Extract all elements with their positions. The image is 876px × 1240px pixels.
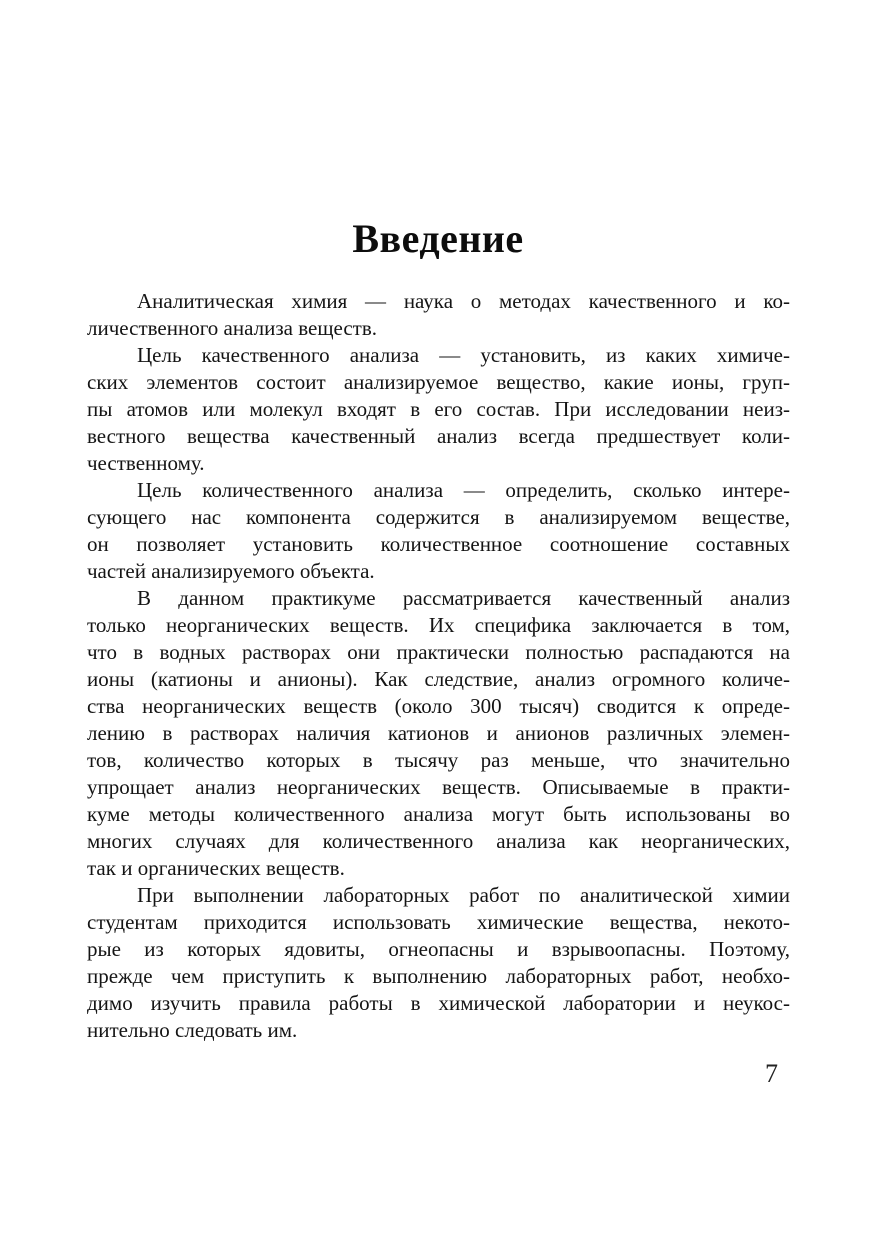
- paragraph: [87, 288, 790, 342]
- text-line: так и органических веществ.: [87, 856, 345, 880]
- text-line: димо изучить правила работы в химической лаборатории и неукос-: [87, 991, 790, 1015]
- text-line: частей анализируемого объекта.: [87, 559, 375, 583]
- text-line: чественному.: [87, 451, 205, 475]
- paragraph: [87, 342, 790, 477]
- text-line: При выполнении лабораторных работ по аналитической химии: [137, 883, 790, 907]
- text-line: многих случаях для количественного анализа как неорганических,: [87, 829, 790, 853]
- text-line: ства неорганических веществ (около 300 тысяч) сводится к опреде-: [87, 694, 790, 718]
- text-line: он позволяет установить количественное соотношение составных: [87, 532, 790, 556]
- text-line: ских элементов состоит анализируемое вещество, какие ионы, груп-: [87, 370, 790, 394]
- text-line: лению в растворах наличия катионов и анионов различных элемен-: [87, 721, 790, 745]
- text-line: прежде чем приступить к выполнению лабораторных работ, необхо-: [87, 964, 790, 988]
- text-line: Цель количественного анализа — определить, сколько интере-: [137, 478, 790, 502]
- text-line: упрощает анализ неорганических веществ. Описываемые в практи-: [87, 775, 790, 799]
- text-line: нительно следовать им.: [87, 1018, 298, 1042]
- paragraph: [87, 477, 790, 585]
- text-line: рые из которых ядовиты, огнеопасны и взрывоопасны. Поэтому,: [87, 937, 790, 961]
- body-text: [87, 288, 790, 1044]
- text-line: пы атомов или молекул входят в его состав. При исследовании неиз-: [87, 397, 790, 421]
- text-line: ионы (катионы и анионы). Как следствие, анализ огромного количе-: [87, 667, 790, 691]
- text-line: студентам приходится использовать химические вещества, некото-: [87, 910, 790, 934]
- text-line: что в водных растворах они практически полностью распадаются на: [87, 640, 790, 664]
- text-line: куме методы количественного анализа могут быть использованы во: [87, 802, 790, 826]
- text-line: Аналитическая химия — наука о методах качественного и ко-: [137, 289, 790, 313]
- text-line: тов, количество которых в тысячу раз меньше, что значительно: [87, 748, 790, 772]
- text-line: В данном практикуме рассматривается качественный анализ: [137, 586, 790, 610]
- text-line: только неорганических веществ. Их специфика заключается в том,: [87, 613, 790, 637]
- page-number: 7: [765, 1059, 778, 1088]
- text-line: Цель качественного анализа — установить, из каких химиче-: [137, 343, 790, 367]
- page-title: Введение: [352, 216, 524, 261]
- text-line: вестного вещества качественный анализ всегда предшествует коли-: [87, 424, 790, 448]
- paragraph: [87, 882, 790, 1044]
- paragraph: [87, 585, 790, 882]
- text-line: сующего нас компонента содержится в анализируемом веществе,: [87, 505, 790, 529]
- text-line: личественного анализа веществ.: [87, 316, 377, 340]
